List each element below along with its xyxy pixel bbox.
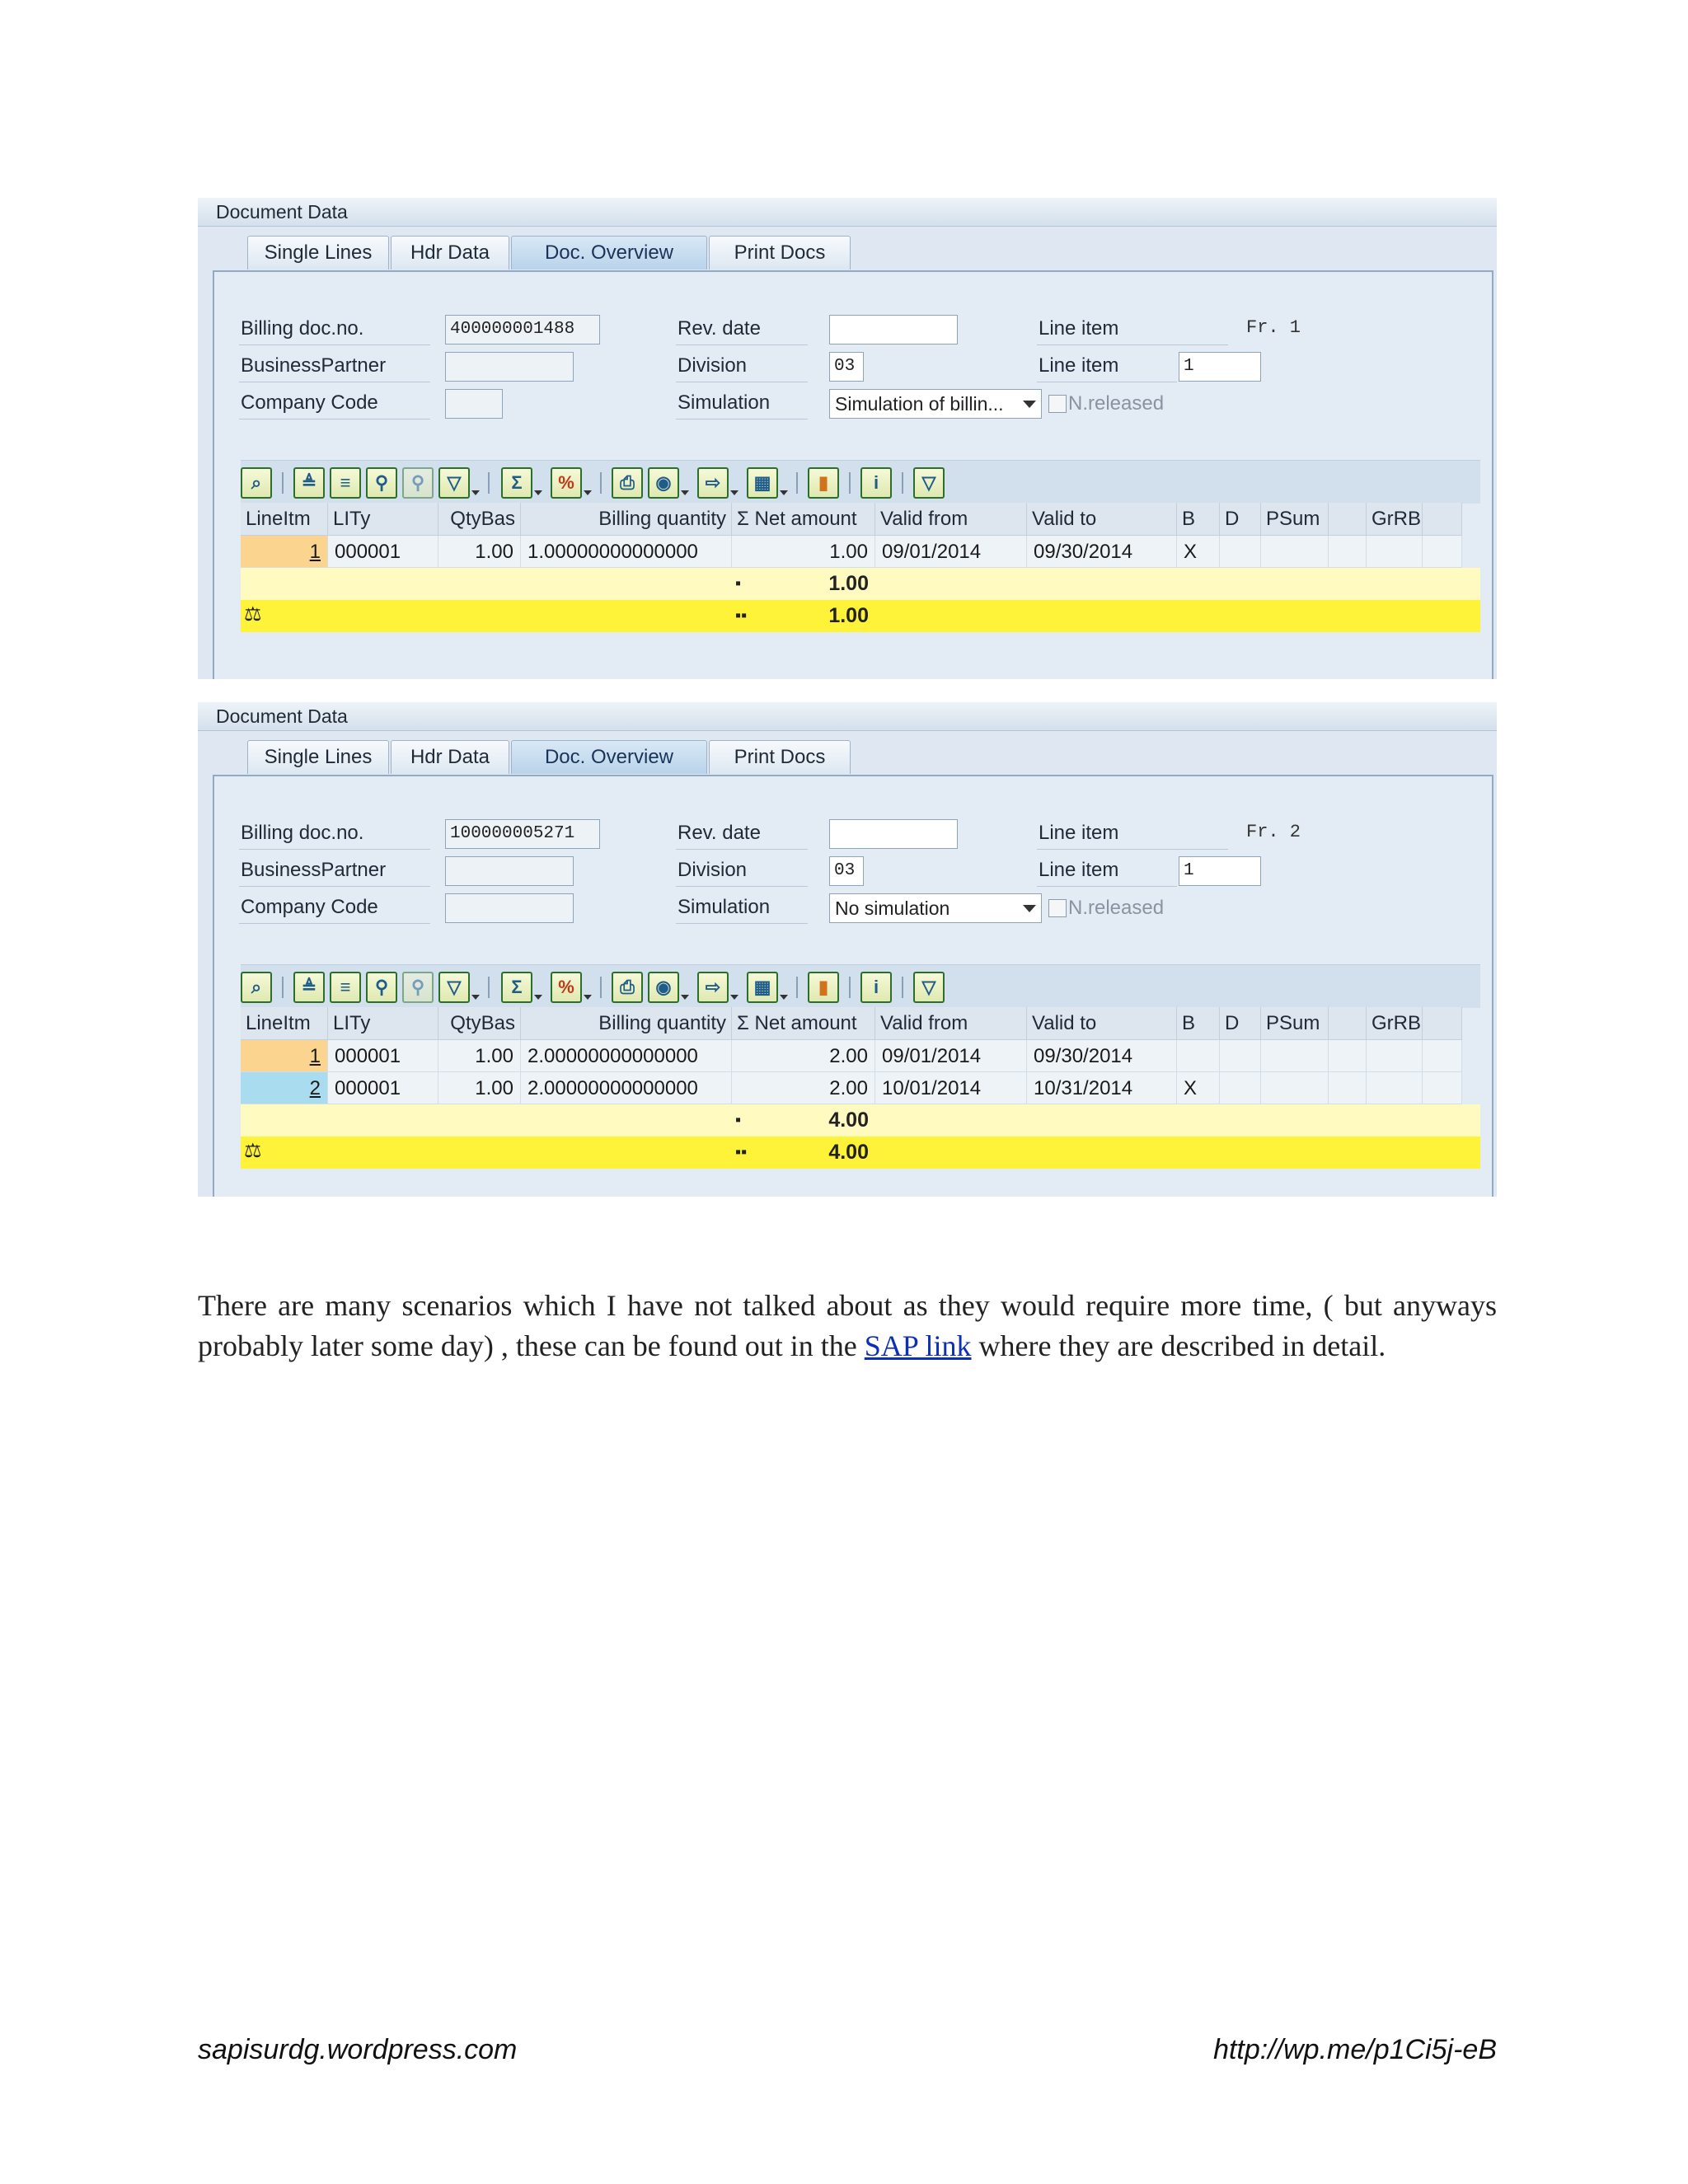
subtotal-marker: ▪	[735, 574, 742, 593]
row-net-amount: 1.00	[732, 536, 875, 568]
body-paragraph	[198, 1286, 1497, 1366]
row-billing-qty: 2.00000000000000	[521, 1040, 732, 1072]
table-row[interactable]	[241, 536, 1480, 568]
total-value: 4.00	[828, 1141, 869, 1164]
line-item-field[interactable]: 1	[1179, 856, 1261, 886]
row-qtybas: 1.00	[438, 1072, 521, 1104]
total-row[interactable]	[241, 600, 1480, 632]
row-billing-qty: 2.00000000000000	[521, 1072, 732, 1104]
tab-doc-overview[interactable]: Doc. Overview	[511, 740, 707, 774]
row-billing-qty: 1.00000000000000	[521, 536, 732, 568]
row-lineitm[interactable]: 2	[241, 1072, 328, 1104]
company-code-label: Company Code	[241, 391, 378, 414]
chevron-down-icon	[1023, 401, 1036, 408]
alv-grid	[241, 503, 1480, 664]
row-b: X	[1177, 536, 1220, 568]
row-valid-to: 09/30/2014	[1027, 536, 1177, 568]
total-sum-icon: ⚖	[244, 1140, 262, 1162]
table-row[interactable]	[241, 1072, 1480, 1104]
row-valid-to: 10/31/2014	[1027, 1072, 1177, 1104]
sort-ascending-icon[interactable]: ≜	[293, 972, 325, 1003]
billing-doc-label: Billing doc.no.	[241, 822, 364, 844]
simulation-select[interactable]	[829, 893, 1042, 923]
total-icon[interactable]: Σ	[501, 467, 532, 499]
chevron-down-icon	[1023, 905, 1036, 912]
subtotal-marker: ▪	[735, 1111, 742, 1129]
line-item-label-2: Line item	[1039, 354, 1119, 377]
n-released-label: N.released	[1068, 392, 1165, 415]
view-icon[interactable]: ◉	[648, 972, 679, 1003]
row-qtybas: 1.00	[438, 1040, 521, 1072]
company-code-field[interactable]	[445, 389, 503, 419]
find-icon[interactable]: ⚲	[366, 467, 397, 499]
row-blank-2	[1423, 536, 1462, 568]
col-qtybas[interactable]: QtyBas	[438, 1007, 521, 1040]
line-item-field[interactable]: 1	[1179, 352, 1261, 382]
print-preview-icon[interactable]: ⎙	[612, 972, 643, 1003]
total-sum-icon: ⚖	[244, 603, 262, 626]
filter-2-icon[interactable]: ▽	[913, 972, 945, 1003]
alv-grid	[241, 1007, 1480, 1197]
division-field[interactable]: 03	[829, 856, 864, 886]
simulation-value: No simulation	[835, 898, 950, 919]
row-lity: 000001	[328, 1040, 438, 1072]
row-net-amount: 2.00	[732, 1040, 875, 1072]
rev-date-field[interactable]	[829, 315, 958, 344]
total-value: 1.00	[828, 604, 869, 627]
export-icon[interactable]: ⇨	[697, 972, 729, 1003]
paragraph-text-before: There are many scenarios which I have not talked about as they would require more time, ( but anyways probably later some day) , these can be found out in the	[198, 1289, 1497, 1362]
row-valid-from: 09/01/2014	[875, 1040, 1027, 1072]
billing-doc-field[interactable]: 100000005271	[445, 819, 600, 849]
col-lineitm[interactable]: LineItm	[241, 1007, 328, 1040]
col-blank[interactable]	[1329, 1007, 1367, 1040]
find-next-icon[interactable]: ⚲	[402, 467, 434, 499]
col-valid-to[interactable]: Valid to	[1027, 1007, 1177, 1040]
simulation-value: Simulation of billin...	[835, 393, 1004, 415]
subtotal-row[interactable]	[241, 1104, 1480, 1137]
print-preview-icon[interactable]: ⎙	[612, 467, 643, 499]
tab-print-docs[interactable]: Print Docs	[709, 236, 851, 269]
row-grrb	[1367, 1072, 1423, 1104]
details-icon[interactable]: ⌕	[241, 467, 272, 499]
business-partner-field[interactable]	[445, 352, 574, 382]
row-blank	[1329, 536, 1367, 568]
n-released-label: N.released	[1068, 897, 1165, 919]
simulation-select[interactable]	[829, 389, 1042, 419]
export-icon[interactable]: ⇨	[697, 467, 729, 499]
rev-date-label: Rev. date	[678, 822, 761, 844]
paragraph-text-after: where they are described in detail.	[971, 1329, 1386, 1362]
row-valid-from: 09/01/2014	[875, 536, 1027, 568]
subtotal-row[interactable]	[241, 568, 1480, 600]
rev-date-label: Rev. date	[678, 317, 761, 340]
rev-date-field[interactable]	[829, 819, 958, 849]
tab-hdr-data[interactable]: Hdr Data	[391, 236, 509, 269]
billing-doc-label: Billing doc.no.	[241, 317, 364, 340]
division-label: Division	[678, 354, 748, 377]
sort-descending-icon[interactable]: ≡	[330, 467, 361, 499]
line-item-label-1: Line item	[1039, 317, 1119, 340]
business-partner-label: BusinessPartner	[241, 859, 387, 881]
row-blank	[1329, 1072, 1367, 1104]
col-qtybas[interactable]: QtyBas	[438, 503, 521, 536]
graphic-icon[interactable]: ▮	[808, 972, 839, 1003]
col-d[interactable]: D	[1220, 503, 1261, 536]
row-psum	[1261, 1040, 1329, 1072]
row-d	[1220, 1072, 1261, 1104]
document-data-panel-2	[198, 702, 1497, 1197]
sort-descending-icon[interactable]: ≡	[330, 972, 361, 1003]
col-lity[interactable]: LITy	[328, 1007, 438, 1040]
panel-header: Document Data	[198, 702, 1497, 731]
subtotal-value: 4.00	[828, 1108, 869, 1132]
table-row[interactable]	[241, 1040, 1480, 1072]
subtotal-icon[interactable]: %	[551, 972, 582, 1003]
company-code-label: Company Code	[241, 896, 378, 918]
col-grrb[interactable]: GrRB	[1367, 1007, 1423, 1040]
division-field[interactable]: 03	[829, 352, 864, 382]
col-net-amount[interactable]: Σ Net amount	[732, 1007, 875, 1040]
tab-content	[213, 775, 1493, 1197]
row-lineitm[interactable]: 1	[241, 1040, 328, 1072]
division-label: Division	[678, 859, 748, 881]
col-psum[interactable]: PSum	[1261, 503, 1329, 536]
total-icon[interactable]: Σ	[501, 972, 532, 1003]
total-marker: ▪▪	[735, 607, 748, 625]
billing-doc-field[interactable]: 400000001488	[445, 315, 600, 344]
line-item-label-2: Line item	[1039, 859, 1119, 881]
row-psum	[1261, 1072, 1329, 1104]
col-b[interactable]: B	[1177, 1007, 1220, 1040]
col-blank-2[interactable]	[1423, 1007, 1462, 1040]
business-partner-field[interactable]	[445, 856, 574, 886]
row-d	[1220, 536, 1261, 568]
tab-single-lines[interactable]: Single Lines	[247, 740, 389, 774]
col-grrb[interactable]: GrRB	[1367, 503, 1423, 536]
info-icon[interactable]: i	[860, 467, 892, 499]
graphic-icon[interactable]: ▮	[808, 467, 839, 499]
subtotal-value: 1.00	[828, 572, 869, 595]
find-icon[interactable]: ⚲	[366, 972, 397, 1003]
alv-toolbar	[241, 964, 1480, 1008]
row-valid-from: 10/01/2014	[875, 1072, 1027, 1104]
filter-icon[interactable]: ▽	[438, 972, 470, 1003]
find-next-icon[interactable]: ⚲	[402, 972, 434, 1003]
row-blank-2	[1423, 1072, 1462, 1104]
col-valid-from[interactable]: Valid from	[875, 503, 1027, 536]
n-released-checkbox[interactable]	[1048, 395, 1067, 413]
row-blank	[1329, 1040, 1367, 1072]
row-lity: 000001	[328, 1072, 438, 1104]
col-psum[interactable]: PSum	[1261, 1007, 1329, 1040]
view-icon[interactable]: ◉	[648, 467, 679, 499]
document-data-panel-1	[198, 198, 1497, 679]
col-d[interactable]: D	[1220, 1007, 1261, 1040]
line-item-fraction: Fr. 2	[1246, 822, 1301, 842]
row-lineitm[interactable]: 1	[241, 536, 328, 568]
sort-ascending-icon[interactable]: ≜	[293, 467, 325, 499]
row-net-amount: 2.00	[732, 1072, 875, 1104]
tab-doc-overview[interactable]: Doc. Overview	[511, 236, 707, 269]
layout-icon[interactable]: ▦	[747, 467, 778, 499]
sap-link[interactable]: SAP link	[864, 1329, 972, 1362]
col-lineitm[interactable]: LineItm	[241, 503, 328, 536]
line-item-fraction: Fr. 1	[1246, 317, 1301, 338]
row-grrb	[1367, 1040, 1423, 1072]
row-blank-2	[1423, 1040, 1462, 1072]
layout-icon[interactable]: ▦	[747, 972, 778, 1003]
col-lity[interactable]: LITy	[328, 503, 438, 536]
row-grrb	[1367, 536, 1423, 568]
total-marker: ▪▪	[735, 1143, 748, 1161]
row-valid-to: 09/30/2014	[1027, 1040, 1177, 1072]
col-blank-2[interactable]	[1423, 503, 1462, 536]
subtotal-icon[interactable]: %	[551, 467, 582, 499]
footer-left: sapisurdg.wordpress.com	[198, 2034, 518, 2065]
simulation-label: Simulation	[678, 896, 771, 918]
alv-toolbar	[241, 460, 1480, 504]
company-code-field[interactable]	[445, 893, 574, 923]
panel-header: Document Data	[198, 198, 1497, 227]
row-lity: 000001	[328, 536, 438, 568]
tab-hdr-data[interactable]: Hdr Data	[391, 740, 509, 774]
filter-icon[interactable]: ▽	[438, 467, 470, 499]
col-billing-quantity[interactable]: Billing quantity	[521, 503, 732, 536]
footer-right: http://wp.me/p1Ci5j-eB	[1213, 2034, 1497, 2065]
details-icon[interactable]: ⌕	[241, 972, 272, 1003]
col-valid-from[interactable]: Valid from	[875, 1007, 1027, 1040]
col-net-amount[interactable]: Σ Net amount	[732, 503, 875, 536]
col-billing-quantity[interactable]: Billing quantity	[521, 1007, 732, 1040]
row-qtybas: 1.00	[438, 536, 521, 568]
info-icon[interactable]: i	[860, 972, 892, 1003]
row-b	[1177, 1040, 1220, 1072]
col-b[interactable]: B	[1177, 503, 1220, 536]
row-psum	[1261, 536, 1329, 568]
simulation-label: Simulation	[678, 391, 771, 414]
business-partner-label: BusinessPartner	[241, 354, 387, 377]
tab-print-docs[interactable]: Print Docs	[709, 740, 851, 774]
filter-2-icon[interactable]: ▽	[913, 467, 945, 499]
row-b: X	[1177, 1072, 1220, 1104]
tab-content	[213, 270, 1493, 679]
tab-single-lines[interactable]: Single Lines	[247, 236, 389, 269]
total-row[interactable]	[241, 1137, 1480, 1169]
line-item-label-1: Line item	[1039, 822, 1119, 844]
n-released-checkbox[interactable]	[1048, 899, 1067, 917]
col-valid-to[interactable]: Valid to	[1027, 503, 1177, 536]
row-d	[1220, 1040, 1261, 1072]
col-blank[interactable]	[1329, 503, 1367, 536]
